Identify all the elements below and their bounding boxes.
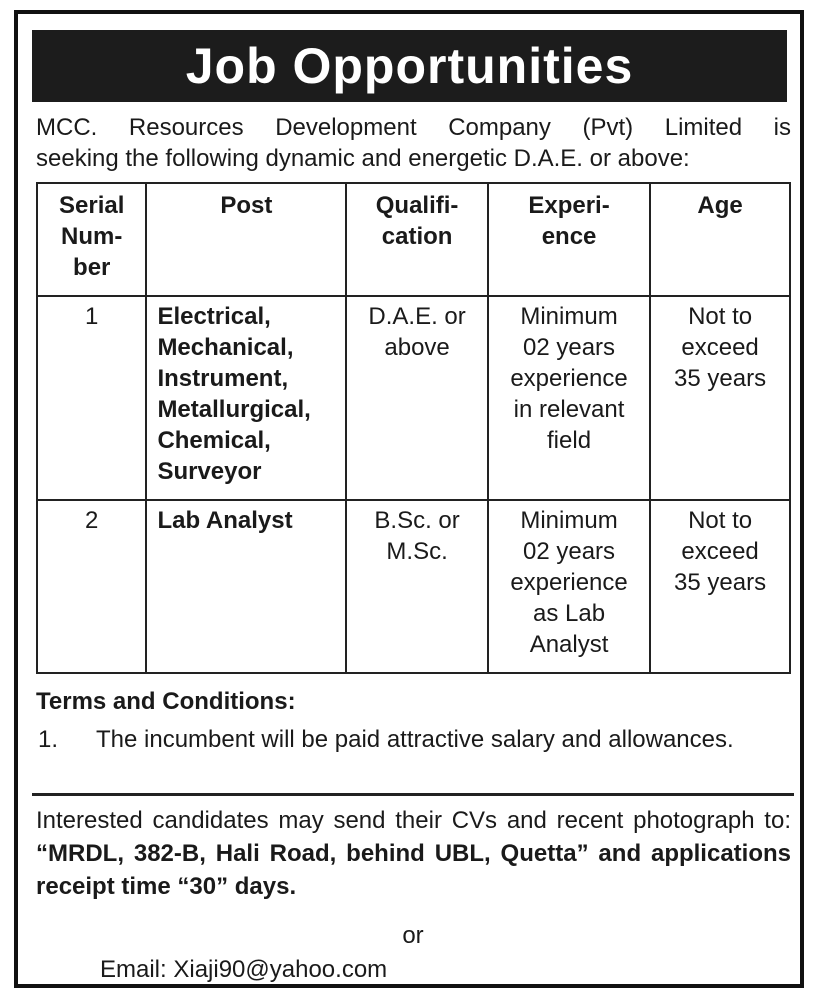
term-number: 1. — [38, 726, 59, 753]
header-qualification: Qualifi- cation — [346, 183, 488, 296]
advertisement-frame — [14, 10, 804, 988]
header-experience: Experi- ence — [488, 183, 650, 296]
terms-heading: Terms and Conditions: — [36, 688, 296, 715]
header-age: Age — [650, 183, 790, 296]
cell-experience: Minimum 02 years experience in relevant field — [488, 296, 650, 500]
intro-text — [36, 112, 791, 174]
cell-post: Electrical, Mechanical, Instrument, Metallurgical, Chemical, Surveyor — [146, 296, 346, 500]
or-separator: or — [402, 922, 424, 949]
cell-age: Not to exceed 35 years — [650, 500, 790, 673]
cell-qualification: B.Sc. or M.Sc. — [346, 500, 488, 673]
header-post: Post — [146, 183, 346, 296]
term-text: The incumbent will be paid attractive salary and allowances. — [96, 726, 734, 753]
cell-age: Not to exceed 35 years — [650, 296, 790, 500]
table-row — [37, 296, 790, 500]
page-title: Job Opportunities — [32, 30, 787, 102]
cell-serial: 2 — [37, 500, 146, 673]
table-header-row — [37, 183, 790, 296]
application-instructions — [36, 804, 791, 903]
application-text: Interested candidates may send their CVs and recent photograph to: — [36, 807, 791, 834]
intro-line-2: seeking the following dynamic and energetic D.A.E. or above: — [36, 145, 690, 172]
term-item — [36, 724, 791, 755]
cell-experience: Minimum 02 years experience as Lab Analyst — [488, 500, 650, 673]
jobs-table — [36, 182, 791, 674]
section-divider — [32, 793, 794, 796]
cell-serial: 1 — [37, 296, 146, 500]
application-address: “MRDL, 382-B, Hali Road, behind UBL, Quetta” and applications receipt time “30” days. — [36, 840, 791, 900]
table-row — [37, 500, 790, 673]
cell-qualification: D.A.E. or above — [346, 296, 488, 500]
intro-line-1: MCC. Resources Development Company (Pvt) Limited is — [36, 114, 791, 141]
header-serial-number: Serial Num- ber — [37, 183, 146, 296]
cell-post: Lab Analyst — [146, 500, 346, 673]
email-contact: Email: Xiaji90@yahoo.com — [100, 956, 388, 983]
